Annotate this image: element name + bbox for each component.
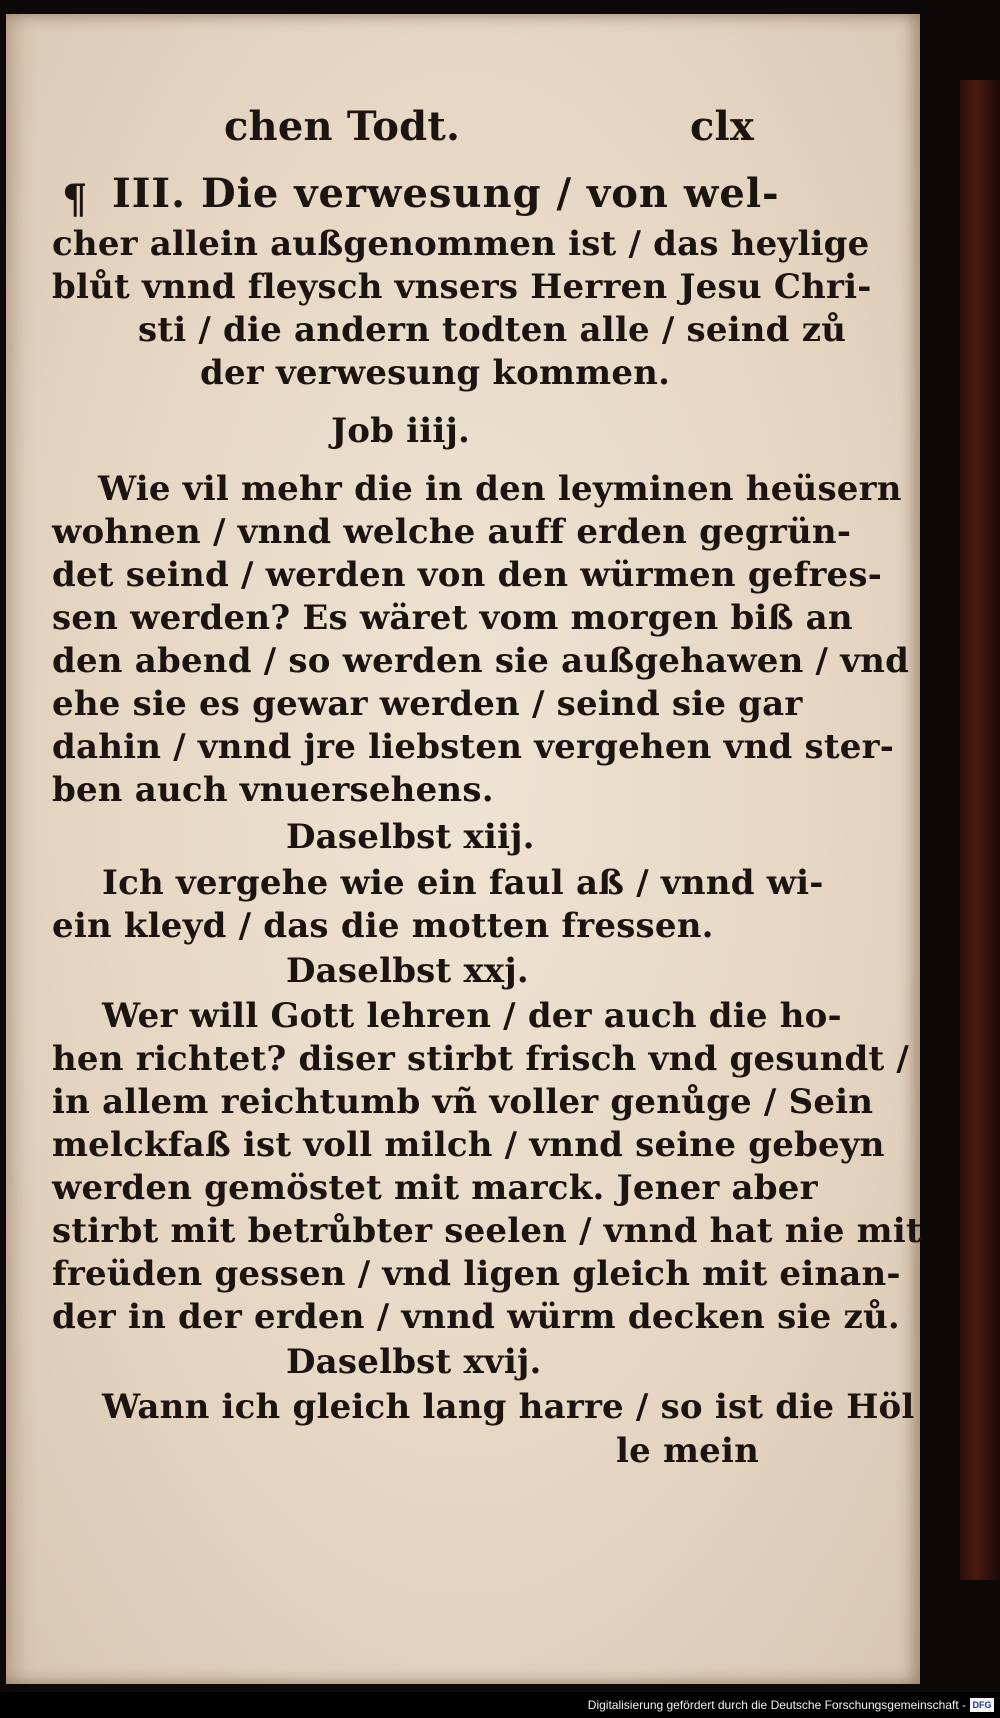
text-line: werden gemöstet mit marck. Jener aber xyxy=(52,1168,818,1208)
text-line: Ich vergehe wie ein faul aß / vnnd wi- xyxy=(102,863,824,903)
text-line: den abend / so werden sie außgehawen / vnd xyxy=(52,641,910,681)
text-line: det seind / werden von den würmen gefres- xyxy=(52,555,883,595)
scripture-reference: Daselbst xvij. xyxy=(286,1342,542,1382)
catchword: le mein xyxy=(616,1431,760,1471)
text-line: Wann ich gleich lang harre / so ist die Höl xyxy=(102,1387,915,1427)
scripture-reference: Daselbst xiij. xyxy=(286,817,535,857)
text-line: melckfaß ist voll milch / vnnd seine gebeyn xyxy=(52,1125,885,1165)
book-edge xyxy=(960,80,1000,1580)
text-line: ehe sie es gewar werden / seind sie gar xyxy=(52,684,803,724)
scripture-reference: Daselbst xxj. xyxy=(286,951,529,991)
text-line: Wie vil mehr die in den leyminen heüsern xyxy=(98,469,902,509)
text-line: in allem reichtumb vñ voller genůge / Sein xyxy=(52,1082,874,1122)
text-line: dahin / vnnd jre liebsten vergehen vnd ster- xyxy=(52,727,895,767)
text-line: III. Die verwesung / von wel- xyxy=(112,170,780,217)
text-line: wohnen / vnnd welche auff erden gegrün- xyxy=(52,512,852,552)
text-line: ein kleyd / das die motten fressen. xyxy=(52,906,714,946)
text-line: Wer will Gott lehren / der auch die ho- xyxy=(102,996,842,1036)
digitization-credit: Digitalisierung gefördert durch die Deutsche Forschungsgemeinschaft - xyxy=(0,1692,1000,1718)
text-line: der verwesung kommen. xyxy=(200,353,671,393)
text-line: cher allein außgenommen ist / das heylige xyxy=(52,224,870,264)
text-line: hen richtet? diser stirbt frisch vnd gesundt / xyxy=(52,1039,910,1079)
text-line: sen werden? Es wäret vom morgen biß an xyxy=(52,598,853,638)
running-head: chen Todt. xyxy=(224,103,461,150)
text-line: freüden gessen / vnd ligen gleich mit einan- xyxy=(52,1254,901,1294)
text-line: blůt vnnd fleysch vnsers Herren Jesu Chri- xyxy=(52,267,872,307)
paragraph-mark-icon: ¶ xyxy=(62,176,88,223)
book-page xyxy=(6,14,920,1684)
folio-number: clx xyxy=(690,103,754,150)
text-line: sti / die andern todten alle / seind zů xyxy=(138,310,847,350)
text-line: der in der erden / vnnd würm decken sie zů. xyxy=(52,1297,900,1337)
scripture-reference: Job iiij. xyxy=(331,411,471,451)
text-line: stirbt mit betrůbter seelen / vnnd hat nie mit xyxy=(52,1211,922,1251)
text-line: ben auch vnuersehens. xyxy=(52,770,494,810)
dfg-logo: DFG xyxy=(970,1698,994,1712)
